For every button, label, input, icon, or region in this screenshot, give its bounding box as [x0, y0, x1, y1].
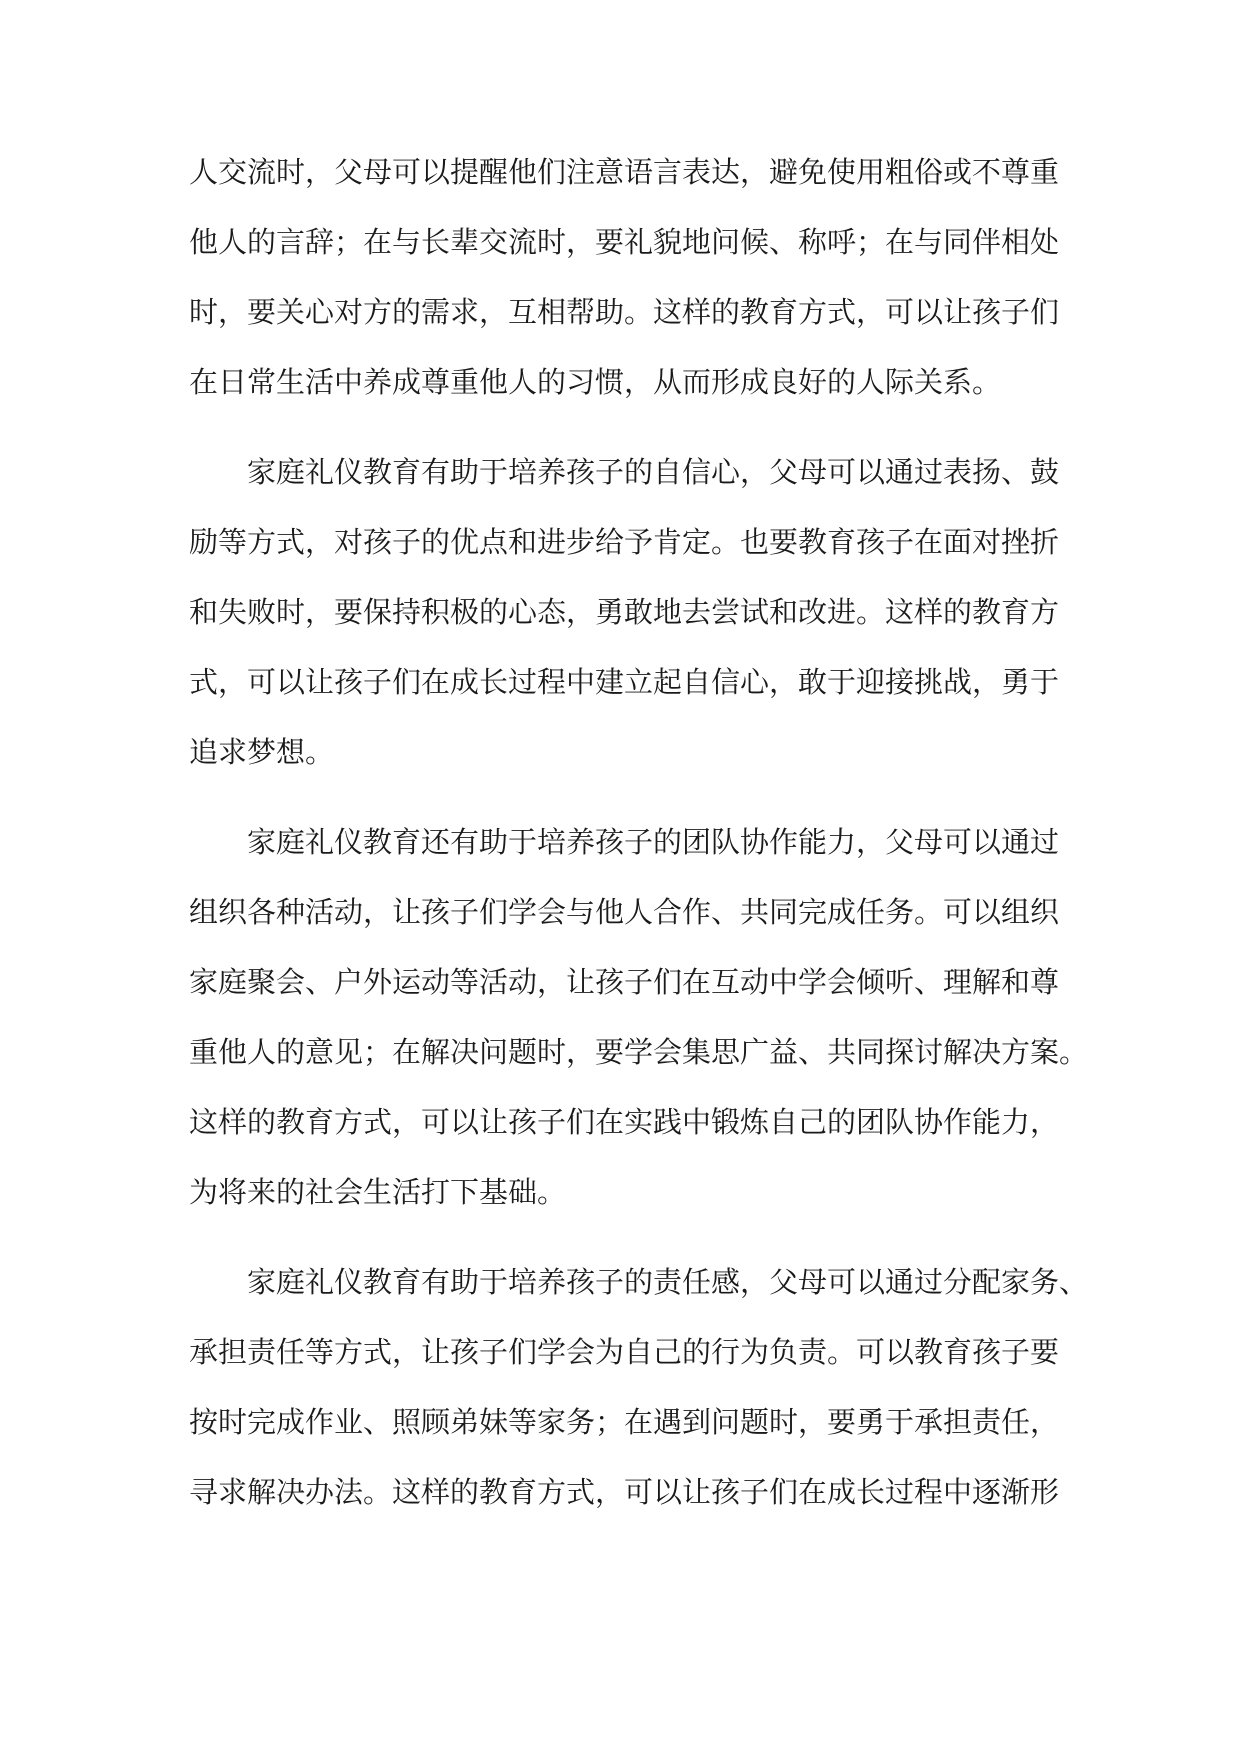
text-line: 为将来的社会生活打下基础。: [189, 1175, 567, 1209]
text-line: 励等方式，对孩子的优点和进步给予肯定。也要教育孩子在面对挫折: [189, 525, 1060, 559]
text-line: 和失败时，要保持积极的心态，勇敢地去尝试和改进。这样的教育方: [189, 595, 1060, 629]
text-line: 人交流时，父母可以提醒他们注意语言表达，避免使用粗俗或不尊重: [189, 155, 1060, 189]
text-line: 这样的教育方式，可以让孩子们在实践中锻炼自己的团队协作能力，: [189, 1105, 1060, 1139]
text-line: 按时完成作业、照顾弟妹等家务；在遇到问题时，要勇于承担责任，: [189, 1405, 1060, 1439]
text-line: 承担责任等方式，让孩子们学会为自己的行为负责。可以教育孩子要: [189, 1335, 1060, 1369]
text-line: 家庭礼仪教育还有助于培养孩子的团队协作能力，父母可以通过: [247, 825, 1060, 859]
text-line: 时，要关心对方的需求，互相帮助。这样的教育方式，可以让孩子们: [189, 295, 1060, 329]
text-line: 家庭礼仪教育有助于培养孩子的责任感，父母可以通过分配家务、: [247, 1265, 1089, 1299]
text-line: 家庭聚会、户外运动等活动，让孩子们在互动中学会倾听、理解和尊: [189, 965, 1060, 999]
text-line: 在日常生活中养成尊重他人的习惯，从而形成良好的人际关系。: [189, 365, 1002, 399]
text-line: 式，可以让孩子们在成长过程中建立起自信心，敢于迎接挑战，勇于: [189, 665, 1060, 699]
text-line: 重他人的意见；在解决问题时，要学会集思广益、共同探讨解决方案。: [189, 1035, 1089, 1069]
text-line: 他人的言辞；在与长辈交流时，要礼貌地问候、称呼；在与同伴相处: [189, 225, 1060, 259]
text-line: 追求梦想。: [189, 735, 335, 769]
text-line: 寻求解决办法。这样的教育方式，可以让孩子们在成长过程中逐渐形: [189, 1475, 1060, 1509]
text-line: 家庭礼仪教育有助于培养孩子的自信心，父母可以通过表扬、鼓: [247, 455, 1060, 489]
text-line: 组织各种活动，让孩子们学会与他人合作、共同完成任务。可以组织: [189, 895, 1060, 929]
